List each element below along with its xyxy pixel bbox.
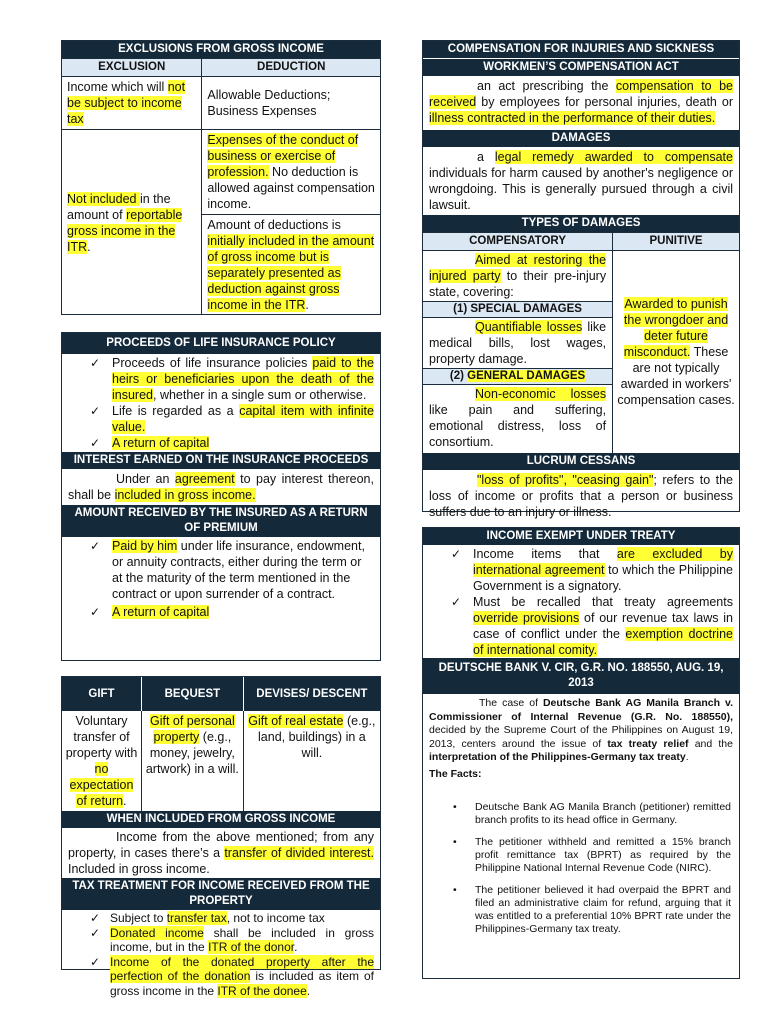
damages-table bbox=[423, 232, 739, 453]
compensation-title: COMPENSATION FOR INJURIES AND SICKNESS bbox=[423, 41, 739, 58]
list-item: ✓ A return of capital bbox=[90, 605, 210, 619]
list-item: ✓ Proceeds of life insurance policies paid to the heirs or beneficiaries upon the death of the insured, whether in a single sum or otherwise. bbox=[90, 356, 374, 402]
facts-heading: The Facts: bbox=[429, 767, 482, 780]
tax-treatment-title: TAX TREATMENT FOR INCOME RECEIVED FROM THE PROPERTY bbox=[62, 878, 380, 910]
list-item: • Deutsche Bank AG Manila Branch (petitioner) remitted branch profits to its head office in Germany. bbox=[453, 800, 731, 826]
bullet-icon: • bbox=[453, 883, 457, 896]
damages-title: DAMAGES bbox=[423, 130, 739, 147]
check-icon: ✓ bbox=[90, 911, 101, 925]
list-item: ✓ Subject to transfer tax, not to income tax bbox=[90, 911, 325, 925]
workmen-text: an act prescribing the compensation to be received by employees for personal injuries, death or illness contracted in the performance of their duties. bbox=[429, 79, 733, 125]
special-damages-title: (1) SPECIAL DAMAGES bbox=[423, 301, 612, 318]
list-item: ✓ Life is regarded as a capital item with infinite value. bbox=[90, 404, 374, 434]
devises-cell: Gift of real estate (e.g., land, buildings) in a will. bbox=[248, 714, 376, 760]
facts-list bbox=[423, 801, 739, 936]
check-icon: ✓ bbox=[90, 404, 101, 418]
gift-cell: Voluntary transfer of property with no expectation of return. bbox=[62, 711, 142, 811]
col-punitive: PUNITIVE bbox=[613, 233, 739, 251]
check-icon: ✓ bbox=[90, 605, 101, 619]
list-item: ✓ Income of the donated property after the perfection of the donation is included as item of gross income in the ITR of the donee. bbox=[90, 954, 374, 998]
col-deduction: DEDUCTION bbox=[202, 59, 380, 77]
compensation-box bbox=[422, 40, 740, 519]
check-icon: ✓ bbox=[451, 595, 462, 609]
treaty-list bbox=[423, 545, 739, 658]
exclusion-row-1: Income which will not be subject to income tax bbox=[62, 77, 202, 130]
treaty-box bbox=[422, 527, 740, 979]
interest-text: Under an agreement to pay interest thereon, shall be included in gross income. bbox=[68, 472, 374, 502]
list-item: ✓ Paid by him under life insurance, endowment, or annuity contracts, either during the term or at the maturity of the term mentioned in the contract or upon surrender of a contract. bbox=[90, 539, 365, 601]
check-icon: ✓ bbox=[90, 356, 101, 370]
treaty-title: INCOME EXEMPT UNDER TREATY bbox=[423, 528, 739, 545]
compensatory-cell: Aimed at restoring the injured party to their pre-injury state, covering: (1) SPECIAL DAMAGES Quantifiable losses like medical bills, lost wages, property damage. (2) GENERAL DAMAGES Non-economic losses like pain and suffering, emotional distress, loss of consortium. bbox=[423, 251, 613, 454]
list-item: ✓ A return of capital bbox=[90, 436, 210, 450]
list-item: ✓ Income items that are excluded by international agreement to which the Philippine Government is a signatory. bbox=[451, 547, 733, 593]
col-bequest: BEQUEST bbox=[142, 677, 244, 711]
check-icon: ✓ bbox=[451, 547, 462, 561]
premium-title: AMOUNT RECEIVED BY THE INSURED AS A RETURN OF PREMIUM bbox=[62, 505, 380, 537]
gifts-box bbox=[61, 676, 381, 998]
col-devises: DEVISES/ DESCENT bbox=[256, 688, 368, 700]
list-item: ✓ Must be recalled that treaty agreements override provisions of our revenue tax laws in case of conflict under the exemption doctrine of international comity. bbox=[451, 595, 733, 657]
check-icon: ✓ bbox=[90, 954, 101, 969]
premium-list bbox=[62, 537, 380, 620]
interest-title: INTEREST EARNED ON THE INSURANCE PROCEEDS bbox=[62, 452, 380, 469]
when-included-text: Income from the above mentioned; from any property, in cases there’s a transfer of divided interest. Included in gross income. bbox=[68, 830, 374, 876]
damages-text: a legal remedy awarded to compensate individuals for harm caused by another's negligence or wrongdoing. This is generally pursued through a civil lawsuit. bbox=[429, 150, 733, 212]
lucrum-title: LUCRUM CESSANS bbox=[423, 453, 739, 470]
list-item: ✓ Donated income shall be included in gross income, but in the ITR of the donor. bbox=[90, 925, 374, 954]
col-gift: GIFT bbox=[62, 677, 142, 711]
types-title: TYPES OF DAMAGES bbox=[423, 215, 739, 232]
lucrum-text: "loss of profits", "ceasing gain"; refers to the loss of income or profits that a person or business suffers due to an injury or illness. bbox=[429, 473, 733, 519]
gifts-table bbox=[62, 677, 380, 811]
general-damages-title: (2) GENERAL DAMAGES bbox=[423, 368, 612, 385]
case-intro: The case of Deutsche Bank AG Manila Branch v. Commissioner of Internal Revenue (G.R. No. 188550), decided by the Supreme Court of the Philippines on August 19, 2013, centers around the issue of tax treaty relief and the interpretation of the Philippines-Germany tax treaty. bbox=[429, 697, 733, 763]
deduction-row-2b: Amount of deductions is initially included in the amount of gross income but is separately presented as deduction against gross income in the ITR. bbox=[202, 215, 380, 316]
bullet-icon: • bbox=[453, 835, 457, 848]
bequest-cell: Gift of personal property (e.g., money, jewelry, artwork) in a will. bbox=[142, 711, 244, 811]
deduction-row-1: Allowable Deductions; Business Expenses bbox=[207, 88, 331, 118]
workmen-title: WORKMEN’S COMPENSATION ACT bbox=[423, 58, 739, 76]
tax-treatment-list bbox=[62, 910, 380, 998]
exclusions-table bbox=[62, 58, 380, 315]
list-item: • The petitioner withheld and remitted a 15% branch profit remittance tax (BPRT) as required by the Philippine National Internal Revenue Code (NIRC). bbox=[453, 835, 731, 874]
exclusion-row-2: Not included in the amount of reportable gross income in the ITR. bbox=[62, 130, 202, 316]
check-icon: ✓ bbox=[90, 539, 101, 553]
case-title: DEUTSCHE BANK V. CIR, G.R. NO. 188550, AUG. 19, 2013 bbox=[423, 658, 739, 694]
when-included-title: WHEN INCLUDED FROM GROSS INCOME bbox=[62, 811, 380, 828]
punitive-cell: Awarded to punish the wrongdoer and deter future misconduct. These are not typically awarded in workers' compensation cases. bbox=[617, 297, 735, 407]
life-insurance-title: PROCEEDS OF LIFE INSURANCE POLICY bbox=[62, 333, 380, 354]
life-insurance-list bbox=[62, 354, 380, 451]
check-icon: ✓ bbox=[90, 925, 101, 940]
check-icon: ✓ bbox=[90, 436, 101, 450]
list-item: • The petitioner believed it had overpaid the BPRT and filed an administrative claim for refund, arguing that it was entitled to a preferential 10% BPRT rate under the Philippines-Germany tax treaty. bbox=[453, 883, 731, 935]
life-insurance-box bbox=[61, 332, 381, 661]
bullet-icon: • bbox=[453, 800, 457, 813]
deduction-row-2a: Expenses of the conduct of business or exercise of profession. No deduction is allowed against compensation income. bbox=[202, 130, 380, 215]
col-exclusion: EXCLUSION bbox=[62, 59, 202, 77]
col-compensatory: COMPENSATORY bbox=[423, 233, 613, 251]
exclusions-title: EXCLUSIONS FROM GROSS INCOME bbox=[62, 41, 380, 58]
exclusions-box bbox=[61, 40, 381, 315]
